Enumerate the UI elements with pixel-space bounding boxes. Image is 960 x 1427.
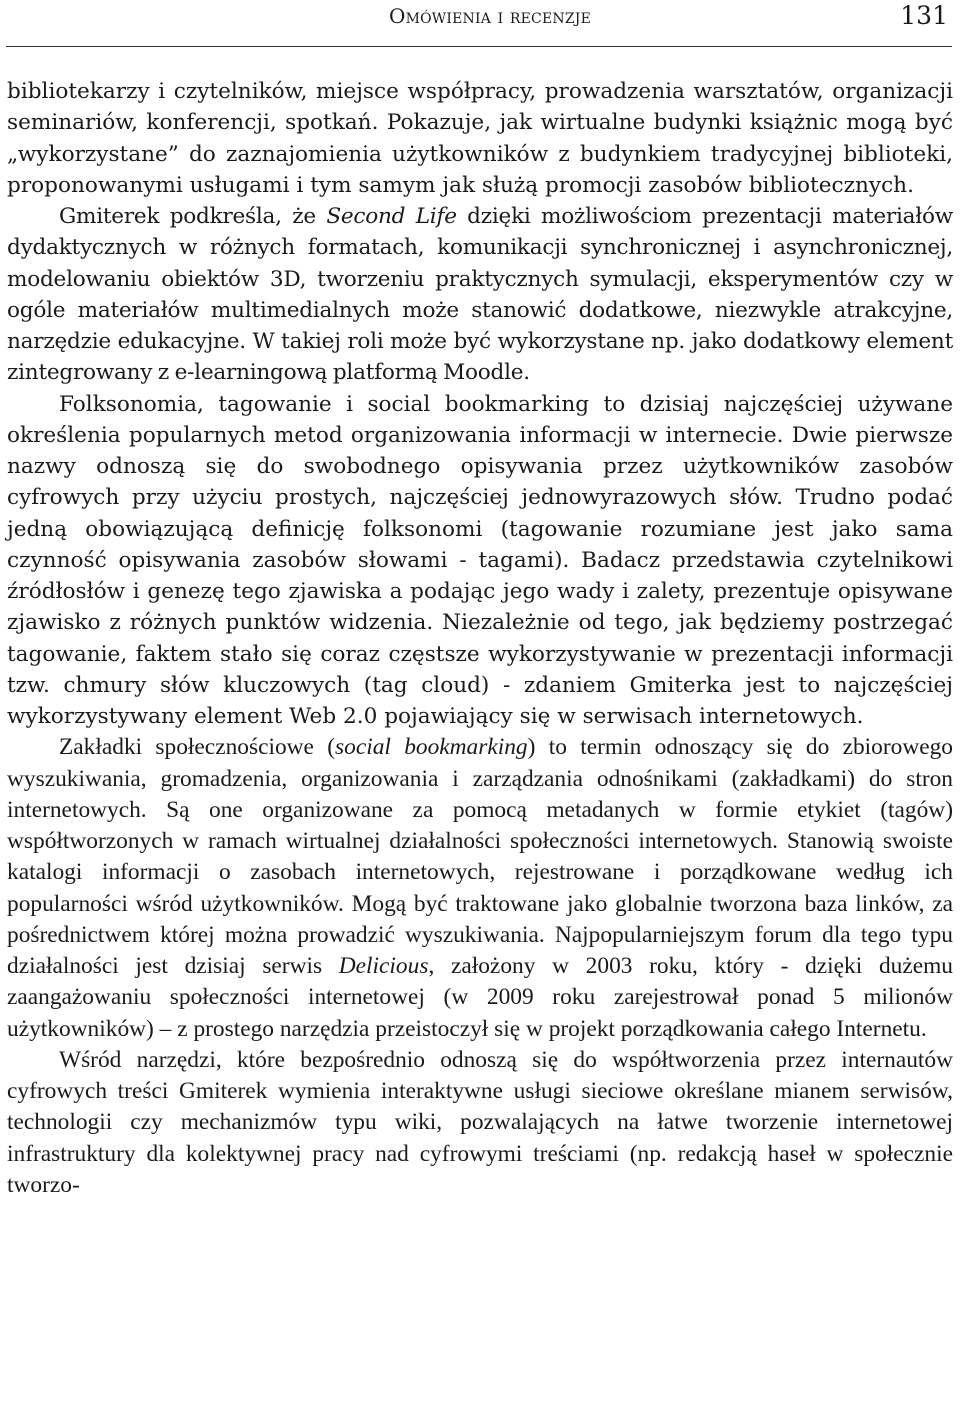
paragraph-3: Folksonomia, tagowanie i social bookmarking to dzisiaj najczęściej używane określenia popularnych metod organizowania informacji w internecie. Dwie pierwsze nazwy odnoszą się do swobodnego opisywania przez użytkowników zasobów cyfrowych przy użyciu prostych, najczęściej jednowyrazowych słów. Trudno podać jedną obowiązującą definicję folksonomi (tagowanie rozumiane jest jako sama czynność opisywania zasobów słowami - tagami). Badacz przedstawia czytelnikowi źródłosłów i genezę tego zjawiska a podając jego wady i zalety, prezentuje opisywane zjawisko z różnych punktów widzenia. Niezależnie od tego, jak będziemy postrzegać tagowanie, faktem stało się coraz częstsze wykorzystywanie w prezentacji informacji tzw. chmury słów kluczowych (tag cloud) - zdaniem Gmiterka jest to najczęściej wykorzystywany element Web 2.0 pojawiający się w serwisach internetowych. [7,391,953,729]
paragraph-4 [7,732,953,1045]
paragraph-4-text-b: ) to termin odnoszący się do zbiorowego wyszukiwania, gromadzenia, organizowania i zarządzania odnośnikami (zakładkami) do stron internetowych. Są one organizowane za pomocą metadanych w formie etykiet (tagów) współtworzonych w ramach wirtualnej działalności społeczności internetowych. Stanowią swoiste katalogi informacji o zasobach internetowych, rejestrowane i porządkowane według ich popularności wśród użytkowników. Mogą być traktowane jako globalnie tworzona baza linków, za pośrednictwem której można prowadzić wyszukiwania. Najpopularniejszym forum dla tego typu działalności jest dzisiaj serwis [7,734,953,979]
paragraph-4-italic-a: social bookmarking [335,734,528,761]
paragraph-2-italic: Second Life [326,204,457,229]
paragraph-2-text-a: Gmiterek podkreśla, że [59,204,327,229]
page-header [6,0,952,47]
paragraph-4-text-c: , założony w 2003 roku, który - dzięki dużemu zaangażowaniu społeczności internetowej (w 2009 roku zarejestrował ponad 5 milionów użytkowników) – z prostego narzędzia przeistoczył się w projekt porządkowania całego Internetu. [7,953,953,1042]
paragraph-4-text-a: Zakładki społecznościowe ( [59,734,336,761]
paragraph-4-italic-b: Delicious [338,953,429,979]
paragraph-5: Wśród narzędzi, które bezpośrednio odnoszą się do współtworzenia przez internautów cyfrowych treści Gmiterek wymienia interaktywne usługi sieciowe określane mianem serwisów, technologii czy mechanizmów typu wiki, pozwalających na łatwe tworzenie internetowej infrastruktury dla kolektywnej pracy nad cyfrowymi treściami (np. redakcją haseł w społecznie tworzo- [7,1046,953,1198]
page-number: 131 [900,1,948,30]
running-head: Omówienia i recenzje [389,4,591,28]
body-text [7,76,953,1201]
paragraph-2 [7,201,953,389]
paragraph-2-text-b: dzięki możliwościom prezentacji materiałów dydaktycznych w różnych formatach, komunikacji synchronicznej i asynchronicznej, modelowaniu obiektów 3D, tworzeniu praktycznych symulacji, eksperymentów czy w ogóle materiałów multimedialnych może stanowić dodatkowe, niezwykle atrakcyjne, narzędzie edukacyjne. W takiej roli może być wykorzystane np. jako dodatkowy element zintegrowany z e-learningową platformą Moodle. [7,204,954,386]
paragraph-1: bibliotekarzy i czytelników, miejsce współpracy, prowadzenia warsztatów, organizacji seminariów, konferencji, spotkań. Pokazuje, jak wirtualne budynki książnic mogą być „wykorzystane” do zaznajomienia użytkowników z budynkiem tradycyjnej biblioteki, proponowanymi usługami i tym samym jak służą promocji zasobów bibliotecznych. [7,79,953,198]
